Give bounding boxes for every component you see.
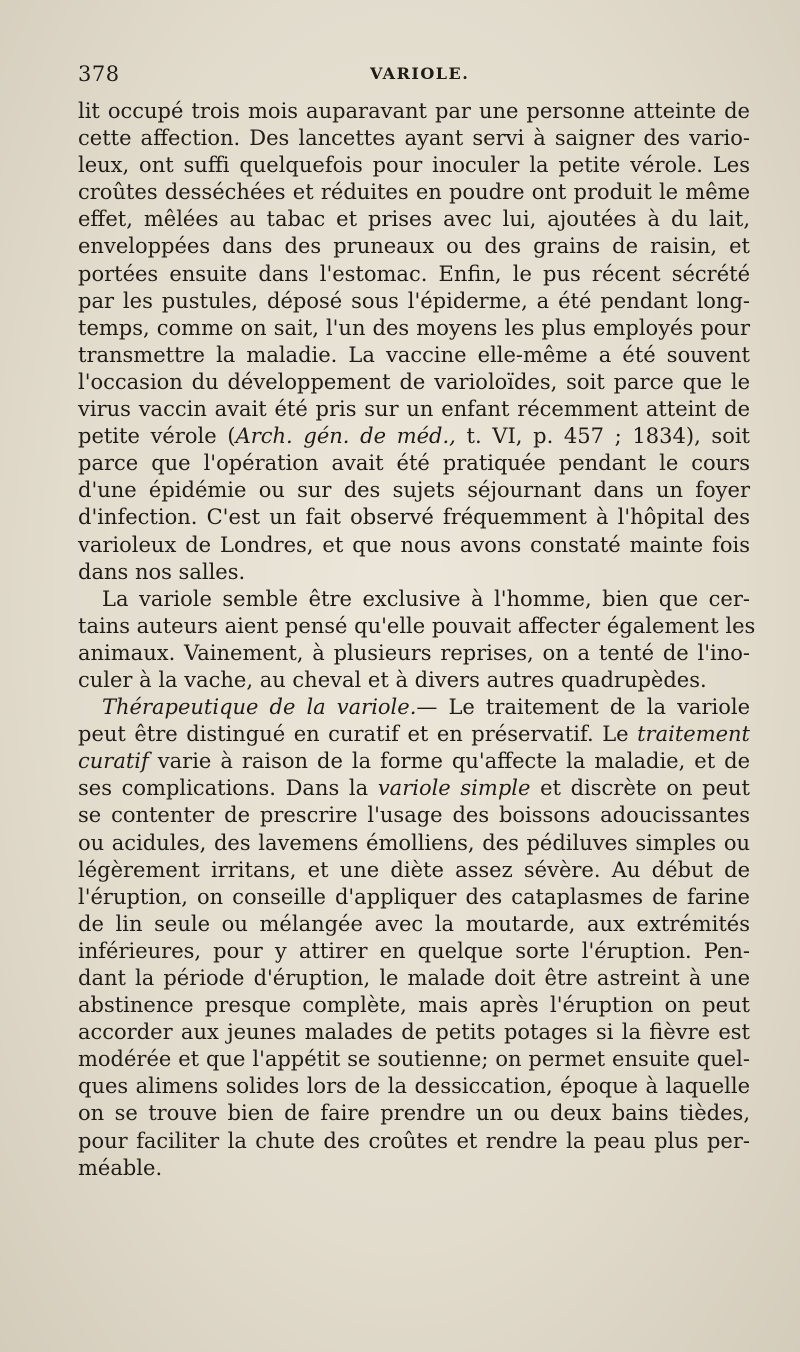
text-line: ques alimens solides lors de la dessiccation, époque à laquelle (78, 1074, 750, 1099)
page-number: 378 (78, 62, 120, 86)
text-fragment: ses complications. Dans la (78, 776, 378, 801)
page-header (78, 62, 750, 96)
text-line (78, 721, 750, 748)
text-fragment: varie à raison de la forme qu'affecte la maladie, et de (148, 749, 750, 774)
text-line: enveloppées dans des pruneaux ou des grains de raisin, et (78, 234, 750, 259)
text-line: méable. (78, 1155, 163, 1180)
text-line: lit occupé trois mois auparavant par une personne atteinte de (78, 99, 750, 123)
text-line: de lin seule ou mélangée avec la moutarde, aux extrémités (78, 911, 750, 936)
italic-term: traitement (637, 722, 750, 747)
text-line: tains auteurs aient pensé qu'elle pouvait affecter également les (78, 613, 756, 638)
citation-before: petite vérole ( (78, 424, 236, 449)
text-line: animaux. Vainement, à plusieurs reprises, on a tenté de l'ino- (78, 640, 750, 665)
italic-term: curatif (78, 749, 149, 774)
text-line: cette affection. Des lancettes ayant servi à saigner des vario- (78, 126, 750, 151)
text-line: inférieures, pour y attirer en quelque sorte l'éruption. Pen- (78, 938, 750, 963)
citation-after: t. VI, p. 457 ; 1834), soit (455, 424, 750, 449)
section-heading-rest: — Le traitement de la variole (416, 695, 750, 720)
text-line: dant la période d'éruption, le malade doit être astreint à une (78, 966, 750, 990)
text-line: dans nos salles. (78, 559, 246, 584)
text-line: abstinence presque complète, mais après l'éruption on peut (78, 993, 750, 1018)
citation-line (78, 423, 750, 450)
text-line: pour faciliter la chute des croûtes et rendre la peau plus per- (78, 1128, 750, 1153)
text-line: leux, ont suffi quelquefois pour inoculer la petite vérole. Les (78, 153, 750, 178)
text-line: se contenter de prescrire l'usage des boissons adoucissantes (78, 803, 750, 828)
text-line: portées ensuite dans l'estomac. Enfin, le pus récent sécrété (78, 261, 750, 286)
citation-reference: Arch. gén. de méd., (235, 424, 456, 449)
text-line: on se trouve bien de faire prendre un ou deux bains tièdes, (78, 1101, 750, 1126)
text-line: parce que l'opération avait été pratiquée pendant le cours (78, 451, 750, 476)
text-line: d'infection. C'est un fait observé fréquemment à l'hôpital des (78, 505, 750, 530)
text-line: culer à la vache, au cheval et à divers autres quadrupèdes. (78, 667, 707, 692)
italic-term: variole simple (377, 776, 531, 801)
text-line: croûtes desséchées et réduites en poudre ont produit le même (78, 180, 750, 205)
text-line: légèrement irritans, et une diète assez sévère. Au début de (78, 857, 750, 882)
text-line: accorder aux jeunes malades de petits potages si la fièvre est (78, 1020, 750, 1045)
text-line (78, 775, 750, 802)
section-heading: Thérapeutique de la variole. (102, 695, 417, 720)
text-line: l'occasion du développement de varioloïdes, soit parce que le (78, 369, 750, 394)
body-text (78, 98, 756, 1182)
text-line: transmettre la maladie. La vaccine elle-même a été souvent (78, 342, 750, 367)
text-line: varioleux de Londres, et que nous avons constaté mainte fois (78, 532, 750, 557)
text-line: l'éruption, on conseille d'appliquer des cataplasmes de farine (78, 884, 750, 909)
text-line: modérée et que l'appétit se soutienne; on permet ensuite quel- (78, 1047, 750, 1072)
text-line: effet, mêlées au tabac et prises avec lui, ajoutées à du lait, (78, 207, 750, 232)
text-fragment: et discrète on peut (530, 776, 750, 801)
text-line (78, 748, 750, 775)
running-head: VARIOLE. (370, 64, 470, 83)
text-line: d'une épidémie ou sur des sujets séjournant dans un foyer (78, 478, 750, 503)
text-line: virus vaccin avait été pris sur un enfant récemment atteint de (78, 397, 750, 422)
text-line: ou acidules, des lavemens émolliens, des pédiluves simples ou (78, 830, 750, 855)
text-line: par les pustules, déposé sous l'épiderme, a été pendant long- (78, 288, 750, 313)
section-heading-line (78, 694, 750, 721)
text-fragment: peut être distingué en curatif et en préservatif. Le (78, 722, 638, 747)
text-line: temps, comme on sait, l'un des moyens les plus employés pour (78, 315, 750, 340)
text-line: La variole semble être exclusive à l'homme, bien que cer- (102, 586, 750, 611)
